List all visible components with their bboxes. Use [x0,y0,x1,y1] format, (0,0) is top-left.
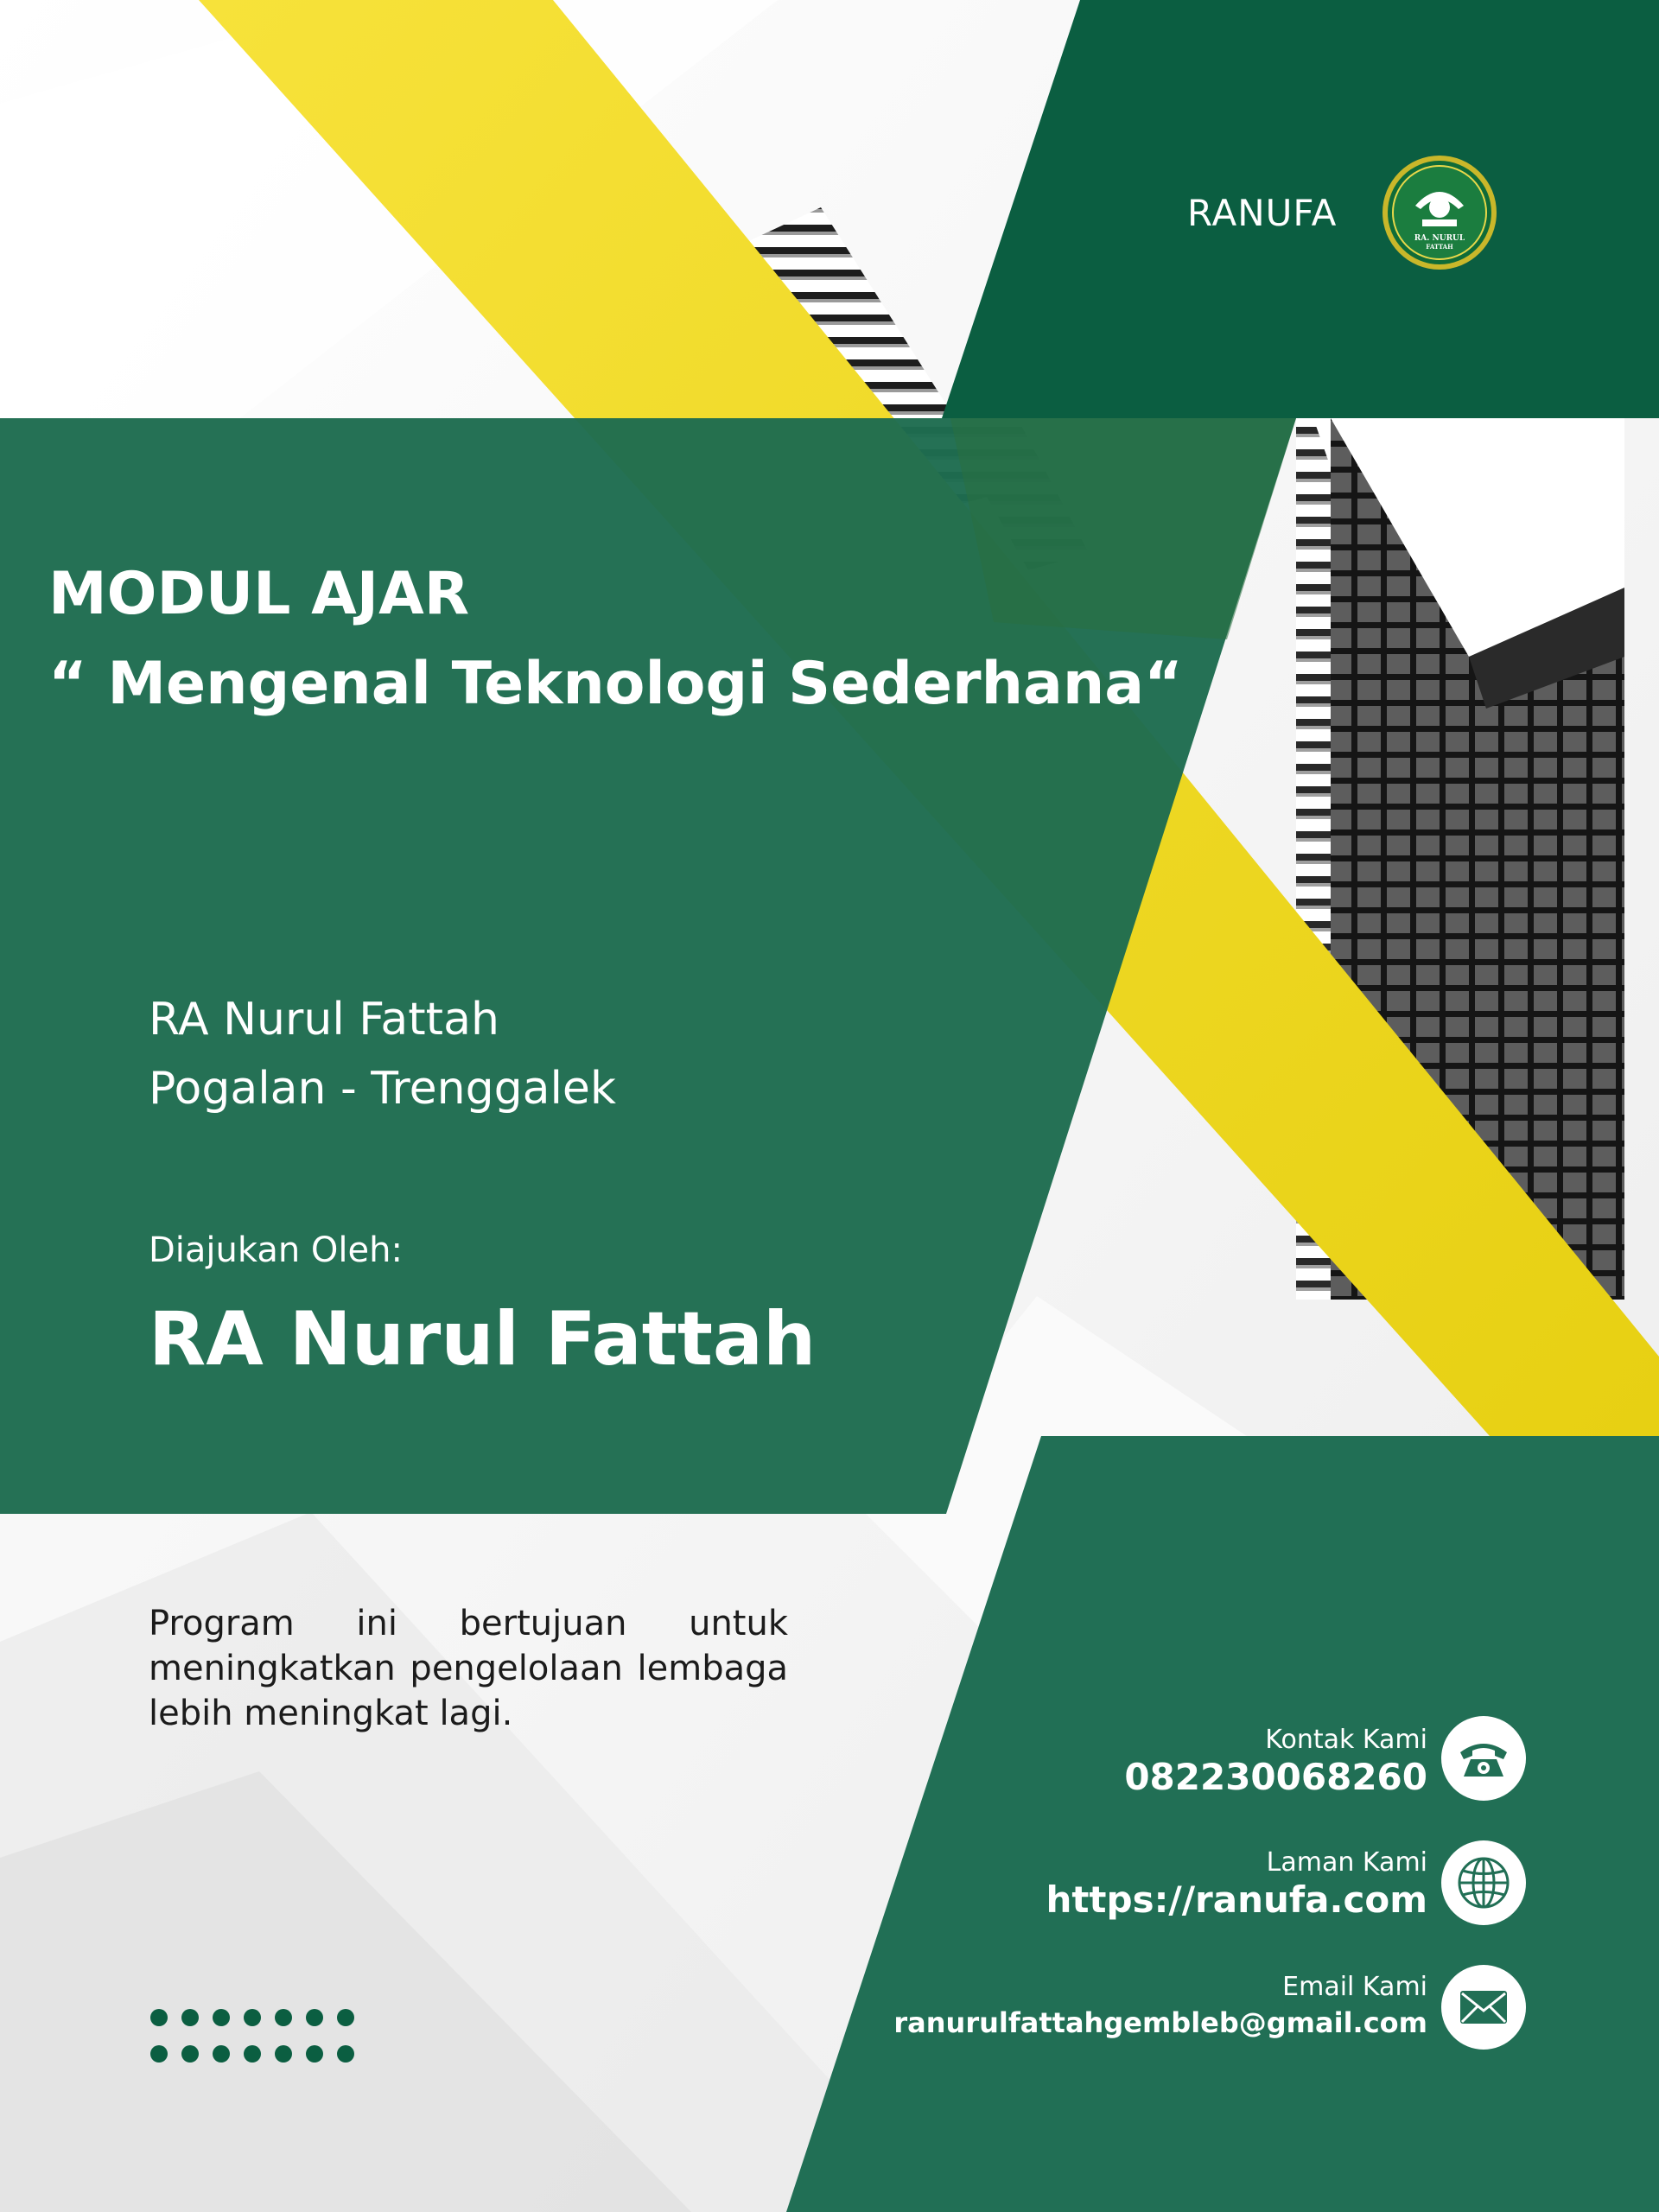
phone-icon[interactable] [1441,1716,1526,1801]
module-subtitle: “ Mengenal Teknologi Sederhana“ [48,650,1183,718]
brand-name: RANUFA [1187,192,1338,234]
svg-text:RA. NURUL: RA. NURUL [1414,234,1465,243]
dots-decoration [149,2005,365,2065]
contact-email-label: Email Kami [1282,1972,1427,2002]
contact-web-value[interactable]: https://ranufa.com [1046,1878,1427,1921]
contact-email-value[interactable]: ranurulfattahgembleb@gmail.com [893,2006,1427,2039]
institution-name: RA Nurul Fattah [149,994,499,1046]
program-description: Program ini bertujuan untuk meningkatkan pengelolaan lembaga lebih meningkat lagi. [149,1604,788,1733]
institution-location: Pogalan - Trenggalek [149,1063,617,1115]
contact-phone-value[interactable]: 082230068260 [1124,1756,1427,1798]
mail-icon[interactable] [1441,1965,1526,2050]
module-title: MODUL AJAR [48,560,470,628]
svg-text:FATTAH: FATTAH [1426,243,1453,251]
school-logo [1381,154,1498,271]
globe-icon[interactable] [1441,1840,1526,1925]
submitted-by-label: Diajukan Oleh: [149,1230,403,1270]
contact-web-label: Laman Kami [1266,1847,1427,1878]
contact-phone-label: Kontak Kami [1265,1725,1427,1755]
submitted-by-name: RA Nurul Fattah [149,1296,817,1382]
